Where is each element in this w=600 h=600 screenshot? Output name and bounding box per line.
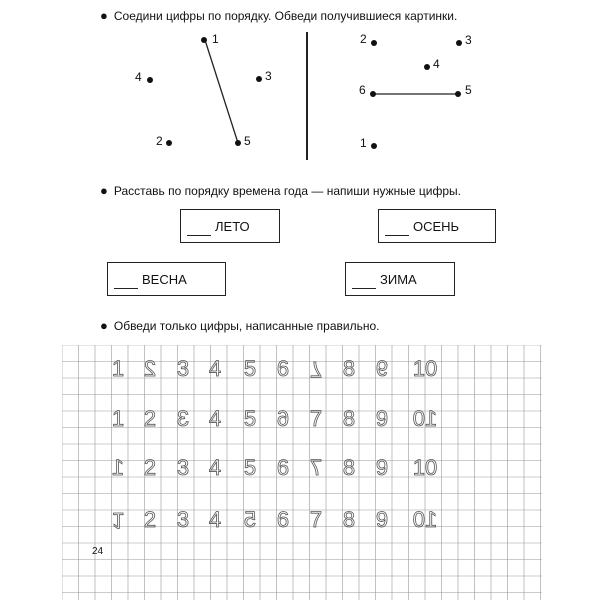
season-box-winter[interactable] <box>345 262 455 296</box>
task-trace <box>100 318 379 333</box>
right-label-6: 6 <box>359 83 366 97</box>
right-dot-2[interactable] <box>371 40 377 46</box>
digit-cell[interactable] <box>244 407 256 431</box>
right-dot-3[interactable] <box>456 40 462 46</box>
left-label-2: 2 <box>156 134 163 148</box>
season-box-summer[interactable] <box>180 209 280 243</box>
left-label-5: 5 <box>244 134 251 148</box>
right-dot-4[interactable] <box>424 64 430 70</box>
digit-cell[interactable] <box>277 357 289 381</box>
digit-cell[interactable] <box>343 456 355 480</box>
digit-glyph: 3 <box>176 356 190 381</box>
right-label-1: 1 <box>360 136 367 150</box>
task-text: Расставь по порядку времена года — напиши нужные цифры. <box>113 184 462 198</box>
digit-cell[interactable] <box>209 456 221 480</box>
digit-glyph: 2 <box>143 356 157 381</box>
digit-cell[interactable] <box>310 508 322 532</box>
digit-cell[interactable] <box>209 508 221 532</box>
digit-cell[interactable] <box>112 508 124 532</box>
digit-glyph: 8 <box>342 507 356 532</box>
digit-glyph: 5 <box>243 356 257 381</box>
digit-cell[interactable] <box>177 456 189 480</box>
left-label-3: 3 <box>265 69 272 83</box>
left-dot-1[interactable] <box>201 37 207 43</box>
digit-cell[interactable] <box>209 407 221 431</box>
digit-glyph: 10 <box>412 507 438 532</box>
digit-glyph: 4 <box>208 406 222 431</box>
puzzle-divider <box>306 32 308 160</box>
answer-blank[interactable] <box>352 272 376 289</box>
right-dot-1[interactable] <box>371 143 377 149</box>
season-label: ВЕСНА <box>142 272 187 287</box>
digit-cell[interactable] <box>310 456 322 480</box>
digit-glyph: 6 <box>276 356 290 381</box>
answer-blank[interactable] <box>187 219 211 236</box>
right-label-5: 5 <box>465 83 472 97</box>
digit-cell[interactable] <box>244 456 256 480</box>
digit-cell[interactable] <box>413 407 437 431</box>
digit-cell[interactable] <box>310 407 322 431</box>
digit-glyph: 5 <box>243 406 257 431</box>
digit-cell[interactable] <box>413 357 437 381</box>
digit-glyph: 4 <box>208 455 222 480</box>
season-label: ЛЕТО <box>215 219 250 234</box>
task-text: Соедини цифры по порядку. Обведи получившиеся картинки. <box>113 9 458 23</box>
digit-cell[interactable] <box>310 357 322 381</box>
digit-cell[interactable] <box>177 407 189 431</box>
digit-glyph: 6 <box>276 507 290 532</box>
task-text: Обведи только цифры, написанные правильно. <box>113 319 380 333</box>
left-dot-5[interactable] <box>235 140 241 146</box>
season-label: ОСЕНЬ <box>413 219 460 234</box>
digit-cell[interactable] <box>277 407 289 431</box>
digit-glyph: 7 <box>309 357 323 382</box>
digit-glyph: 5 <box>243 507 257 532</box>
digit-glyph: 6 <box>276 455 290 480</box>
right-label-2: 2 <box>360 32 367 46</box>
digit-cell[interactable] <box>277 456 289 480</box>
digit-cell[interactable] <box>244 357 256 381</box>
digit-glyph: 3 <box>176 507 190 532</box>
digit-glyph: 8 <box>342 356 356 381</box>
left-label-1: 1 <box>212 32 219 46</box>
digit-cell[interactable] <box>343 357 355 381</box>
digit-cell[interactable] <box>413 456 437 480</box>
digit-cell[interactable] <box>112 357 124 381</box>
task-seasons <box>100 183 461 198</box>
digit-glyph: 1 <box>111 356 125 381</box>
digit-glyph: 7 <box>309 406 323 431</box>
digit-cell[interactable] <box>413 508 437 532</box>
bullet-icon: ● <box>100 8 108 23</box>
digit-glyph: 9 <box>375 356 389 381</box>
digit-cell[interactable] <box>376 357 388 381</box>
digit-cell[interactable] <box>244 508 256 532</box>
digit-cell[interactable] <box>144 508 156 532</box>
digit-glyph: 2 <box>143 507 157 532</box>
right-dot-6[interactable] <box>370 91 376 97</box>
digit-glyph: 1 <box>111 508 125 533</box>
season-box-autumn[interactable] <box>378 209 496 243</box>
digit-cell[interactable] <box>343 508 355 532</box>
season-box-spring[interactable] <box>107 262 226 296</box>
digit-glyph: 5 <box>243 455 257 480</box>
digit-glyph: 1 <box>111 406 125 431</box>
digit-glyph: 10 <box>412 406 438 431</box>
digit-cell[interactable] <box>144 407 156 431</box>
left-dot-4[interactable] <box>147 77 153 83</box>
digit-cell[interactable] <box>376 407 388 431</box>
left-dot-3[interactable] <box>256 76 262 82</box>
right-label-3: 3 <box>465 33 472 47</box>
page-number: 24 <box>92 546 104 557</box>
left-label-4: 4 <box>135 70 142 84</box>
bullet-icon: ● <box>100 318 108 333</box>
connect-lines <box>0 0 600 200</box>
digit-glyph: 1 <box>111 455 125 480</box>
digit-cell[interactable] <box>112 456 124 480</box>
digit-glyph: 2 <box>143 406 157 431</box>
right-dot-5[interactable] <box>455 91 461 97</box>
digit-cell[interactable] <box>112 407 124 431</box>
digit-cell[interactable] <box>376 456 388 480</box>
season-label: ЗИМА <box>380 272 417 287</box>
digit-cell[interactable] <box>144 357 156 381</box>
answer-blank[interactable] <box>385 219 409 236</box>
digit-cell[interactable] <box>376 508 388 532</box>
bullet-icon: ● <box>100 183 108 198</box>
digit-cell[interactable] <box>209 357 221 381</box>
digit-glyph: 8 <box>342 455 356 480</box>
digit-glyph: 6 <box>276 406 290 431</box>
digit-glyph: 9 <box>375 455 389 480</box>
digit-glyph: 10 <box>412 356 438 381</box>
answer-blank[interactable] <box>114 272 138 289</box>
digit-glyph: 9 <box>375 507 389 532</box>
digit-glyph: 2 <box>143 455 157 480</box>
digit-cell[interactable] <box>343 407 355 431</box>
digit-cell[interactable] <box>277 508 289 532</box>
square-grid <box>62 345 542 600</box>
digit-glyph: 7 <box>309 507 323 532</box>
digit-glyph: 10 <box>412 455 438 480</box>
left-dot-2[interactable] <box>166 140 172 146</box>
digit-glyph: 7 <box>309 455 323 480</box>
digit-glyph: 3 <box>176 406 190 431</box>
digit-glyph: 3 <box>176 455 190 480</box>
digit-glyph: 8 <box>342 406 356 431</box>
digit-glyph: 9 <box>375 406 389 431</box>
digit-cell[interactable] <box>144 456 156 480</box>
digit-glyph: 4 <box>208 356 222 381</box>
digit-cell[interactable] <box>177 357 189 381</box>
digit-glyph: 4 <box>208 507 222 532</box>
right-label-4: 4 <box>433 57 440 71</box>
digit-cell[interactable] <box>177 508 189 532</box>
